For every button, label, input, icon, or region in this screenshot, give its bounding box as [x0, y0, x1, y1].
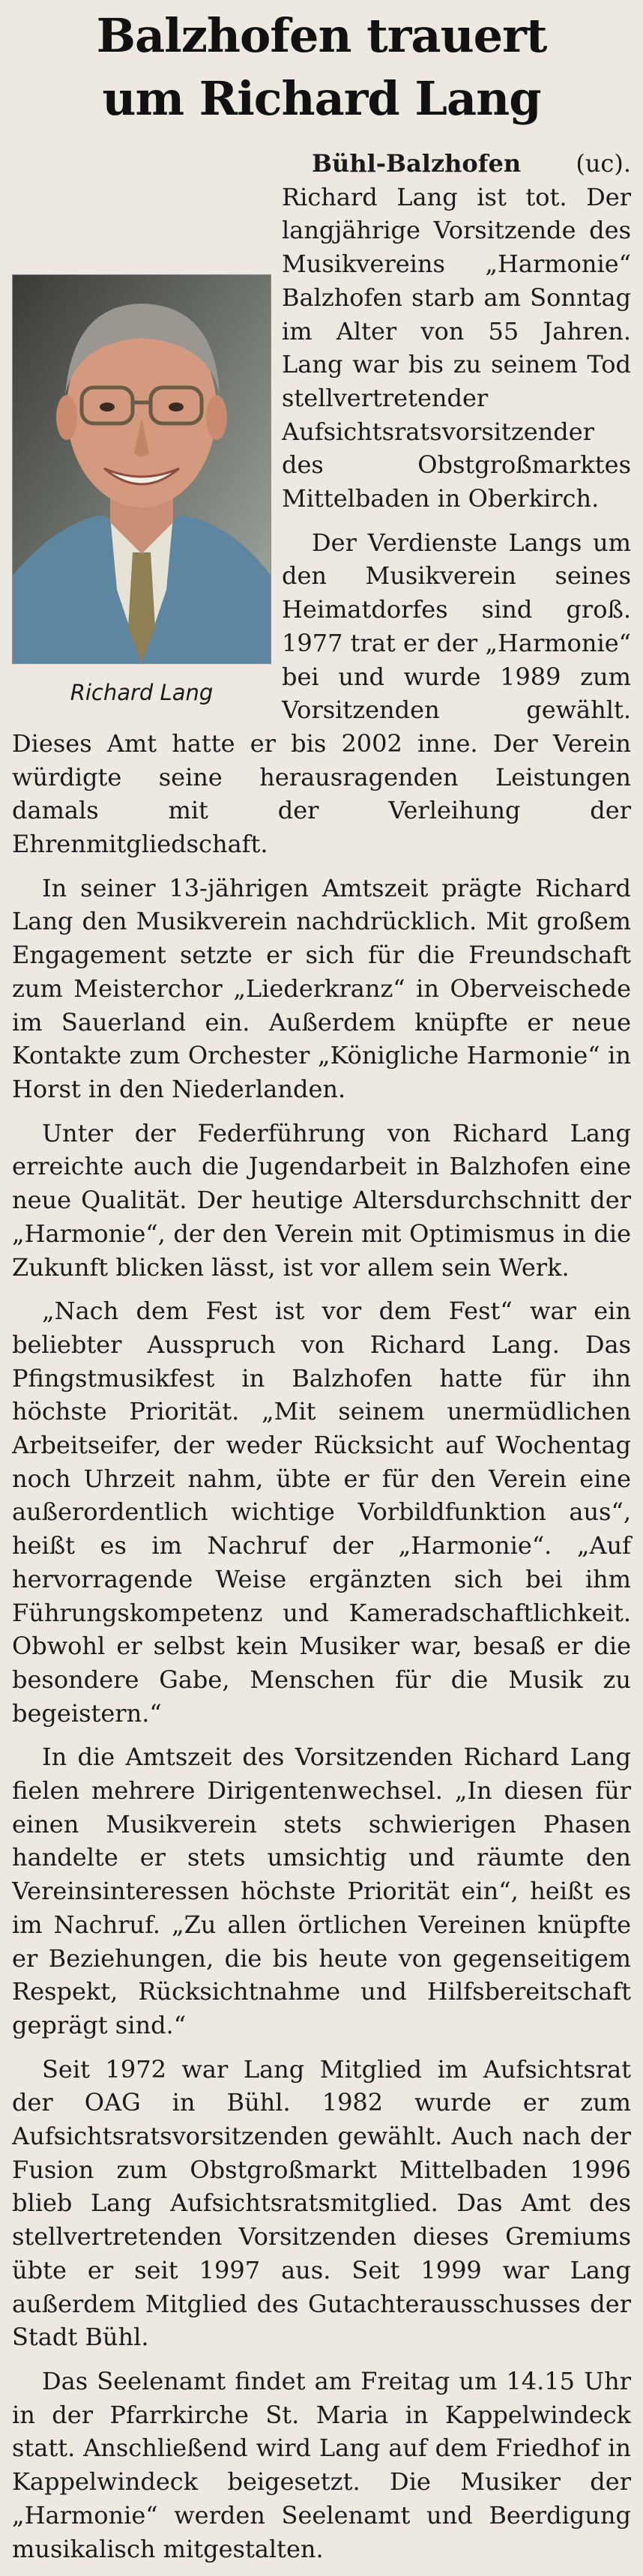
portrait-photo [12, 274, 271, 664]
portrait-illustration [13, 275, 271, 663]
paragraph-6: In die Amtszeit des Vorsitzenden Richard Lang fielen mehrere Dirigentenwechsel. „In diesen für einen Musikverein stets schwierigen Phasen handelte er stets umsichtig und räumte den Vereinsinteressen höchste Priorität ein“, heißt es im Nachruf. „Zu allen örtlichen Vereinen knüpfte er Beziehungen, die bis heute von gegenseitigem Respekt, Rücksichtnahme und Hilfsbereitschaft geprägt sind.“ [12, 1743, 631, 2039]
headline-line-1: Balzhofen trauert [96, 8, 547, 63]
article-body [12, 147, 631, 2576]
paragraph-4: Unter der Federführung von Richard Lang erreichte auch die Jugendarbeit in Balzhofen eine neue Qualität. Der heutige Altersdurchschnitt der „Harmonie“, der den Verein mit Optimismus in die Zukunft blicken lässt, ist vor allem sein Werk. [12, 1118, 631, 1282]
paragraph-2: Der Verdienste Langs um den Musikverein seines Heimatdorfes sind groß. 1977 trat er der „Harmonie“ bei und wurde 1989 zum Vorsitzenden gewählt. Dieses Amt hatte er bis 2002 inne. Der Verein würdigte seine herausragenden Leistungen damals mit der Verleihung der Ehrenmitgliedschaft. [12, 528, 631, 859]
paragraph-1-text: (uc). Richard Lang ist tot. Der langjährige Vorsitzende des Musikvereins „Harmonie“ Balzhofen starb am Sonntag im Alter von 55 Jahren. Lang war bis zu seinem Tod stellvertretender Aufsichtsratsvorsitzender des Obstgroßmarktes Mittelbaden in Oberkirch. [282, 149, 631, 513]
photo-caption: Richard Lang [70, 680, 214, 705]
paragraph-5: „Nach dem Fest ist vor dem Fest“ war ein beliebter Ausspruch von Richard Lang. Das Pfingstmusikfest in Balzhofen hatte für ihn höchste Priorität. „Mit seinem unermüdlichen Arbeitseifer, der weder Rücksicht auf Wochentag noch Uhrzeit nahm, übte er für den Verein eine außerordentlich wichtige Vorbildfunktion aus“, heißt es im Nachruf der „Harmonie“. „Auf hervorragende Weise ergänzten sich bei ihm Führungskompetenz und Kameradschaftlichkeit. Obwohl er selbst kein Musiker war, besaß er die besondere Gabe, Menschen für die Musik zu begeistern.“ [12, 1297, 631, 1728]
paragraph-7: Seit 1972 war Lang Mitglied im Aufsichtsrat der OAG in Bühl. 1982 wurde er zum Aufsichtsratsvorsitzenden gewählt. Auch nach der Fusion zum Obstgroßmarkt Mittelbaden 1996 blieb Lang Aufsichtsratsmitglied. Das Amt des stellvertretenden Vorsitzenden dieses Gremiums übte er seit 1997 aus. Seit 1999 war Lang außerdem Mitglied des Gutachterausschusses der Stadt Bühl. [12, 2054, 631, 2352]
paragraph-8: Das Seelenamt findet am Freitag um 14.15 Uhr in der Pfarrkirche St. Maria in Kappelwindeck statt. Anschließend wird Lang auf dem Friedhof in Kappelwindeck beigesetzt. Die Musiker der „Harmonie“ werden Seelenamt und Beerdigung musikalisch mitgestalten. [12, 2367, 631, 2563]
paragraph-3: In seiner 13-jährigen Amtszeit prägte Richard Lang den Musikverein nachdrücklich. Mit großem Engagement setzte er sich für die Freundschaft zum Meisterchor „Liederkranz“ in Oberveischede im Sauerland ein. Außerdem knüpfte er neue Kontakte zum Orchester „Königliche Harmonie“ in Horst in den Niederlanden. [12, 873, 631, 1103]
headline [0, 0, 643, 130]
headline-line-2: um Richard Lang [102, 71, 541, 126]
dateline: Bühl-Balzhofen [312, 149, 522, 178]
portrait-figure [12, 274, 271, 706]
